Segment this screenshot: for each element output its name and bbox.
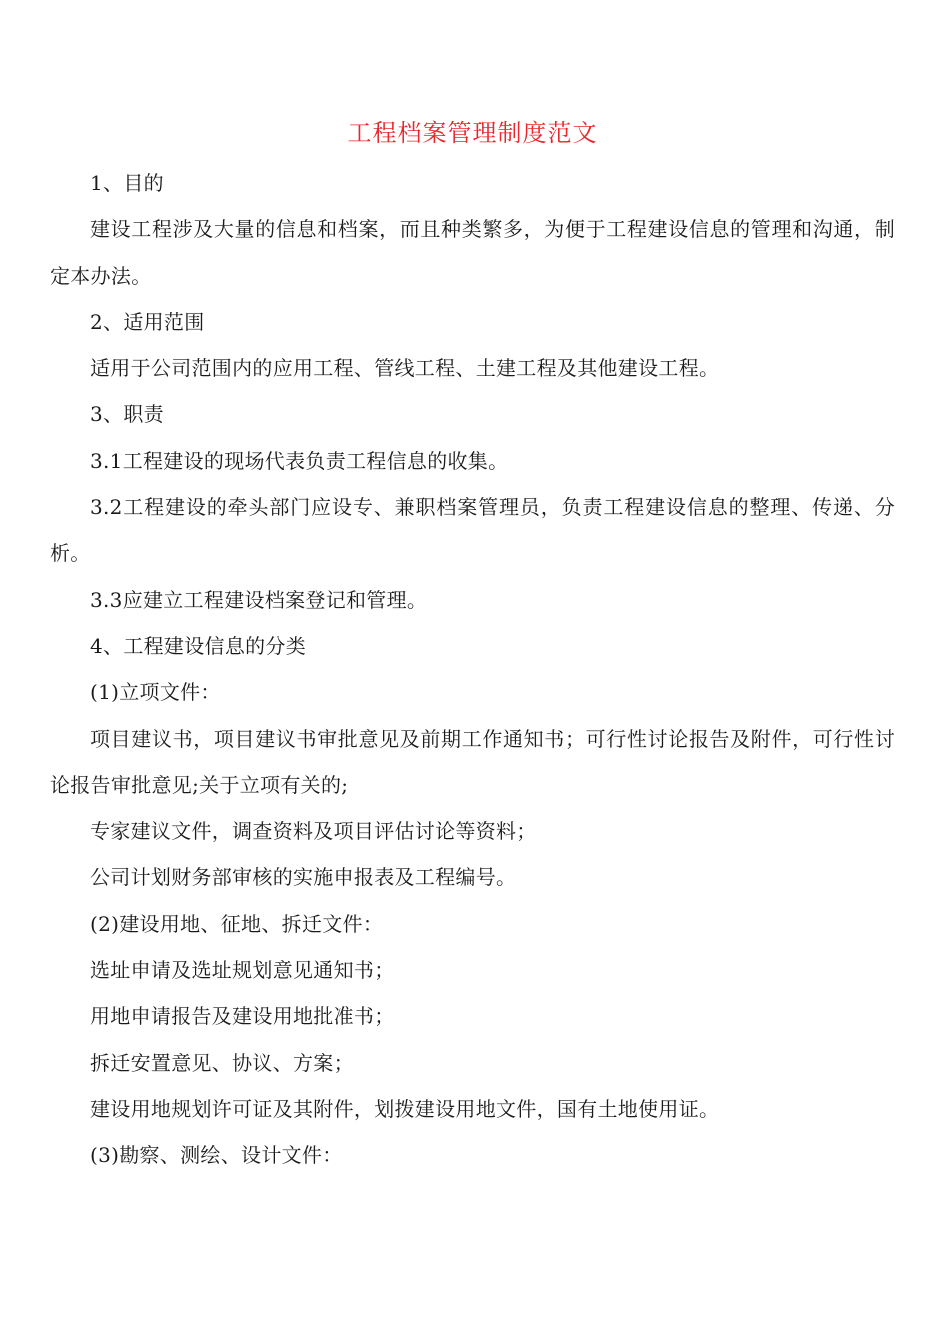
paragraph: 建设用地规划许可证及其附件，划拨建设用地文件，国有土地使用证。 [90, 1096, 720, 1121]
document-body [50, 160, 895, 1179]
paragraph: 3.2工程建设的牵头部门应设专、兼职档案管理员，负责工程建设信息的整理、传递、分析。 [50, 495, 895, 566]
paragraph: (3)勘察、测绘、设计文件： [90, 1143, 343, 1168]
paragraph: 2、适用范围 [90, 309, 205, 334]
paragraph: 适用于公司范围内的应用工程、管线工程、土建工程及其他建设工程。 [90, 356, 720, 381]
paragraph: 4、工程建设信息的分类 [90, 633, 307, 658]
document-title: 工程档案管理制度范文 [347, 119, 598, 147]
paragraph: 3.1工程建设的现场代表负责工程信息的收集。 [90, 448, 509, 473]
paragraph: 拆迁安置意见、协议、方案； [90, 1050, 354, 1075]
paragraph: 项目建议书，项目建议书审批意见及前期工作通知书；可行性讨论报告及附件，可行性讨论报告审批意见;关于立项有关的; [50, 726, 895, 797]
paragraph: 3.3应建立工程建设档案登记和管理。 [90, 587, 428, 612]
paragraph: 选址申请及选址规划意见通知书； [90, 958, 395, 983]
paragraph: (1)立项文件： [90, 680, 221, 705]
paragraph: 建设工程涉及大量的信息和档案，而且种类繁多，为便于工程建设信息的管理和沟通，制定本办法。 [50, 217, 895, 288]
paragraph: (2)建设用地、征地、拆迁文件： [90, 911, 384, 936]
paragraph: 公司计划财务部审核的实施申报表及工程编号。 [90, 865, 517, 890]
paragraph: 用地申请报告及建设用地批准书； [90, 1004, 395, 1029]
paragraph: 1、目的 [90, 171, 164, 195]
paragraph: 3、职责 [90, 402, 164, 427]
paragraph: 专家建议文件，调查资料及项目评估讨论等资料； [90, 819, 537, 844]
